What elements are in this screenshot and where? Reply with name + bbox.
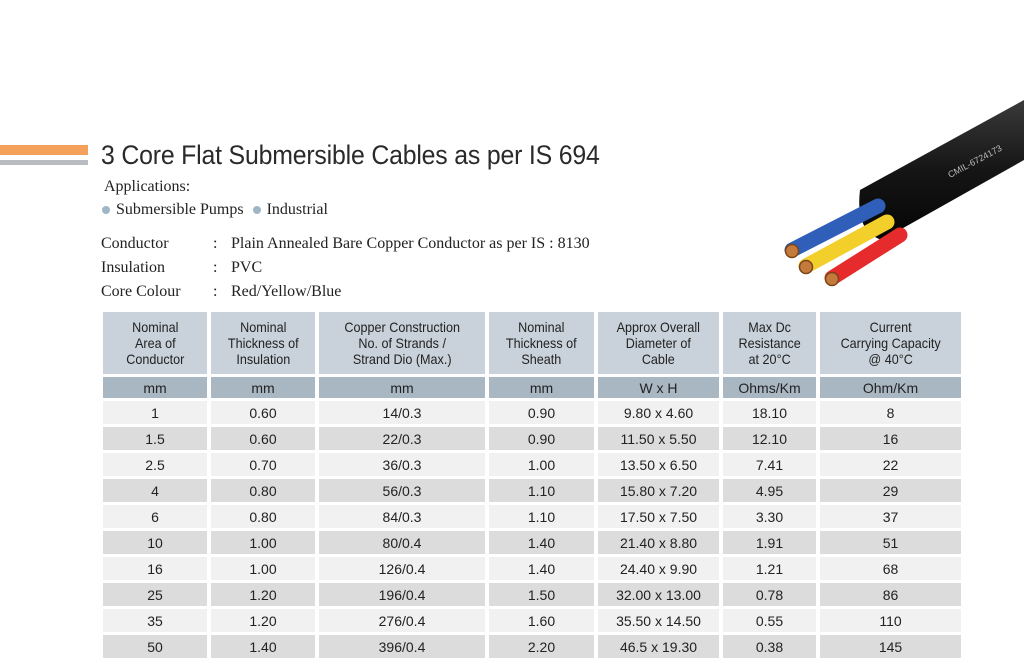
application-item: Industrial <box>266 201 328 218</box>
unit-cell: mm <box>319 377 485 398</box>
cable-svg <box>760 100 1024 310</box>
table-cell: 6 <box>103 505 207 528</box>
table-cell: 276/0.4 <box>319 609 485 632</box>
table-cell: 1.00 <box>489 453 594 476</box>
table-cell: 2.20 <box>489 635 594 658</box>
table-cell: 1.10 <box>489 505 594 528</box>
table-row <box>103 583 961 606</box>
accent-bar-orange <box>0 145 88 155</box>
table-cell: 1.00 <box>211 557 315 580</box>
table-cell: 9.80 x 4.60 <box>598 401 719 424</box>
table-cell: 0.90 <box>489 427 594 450</box>
table-cell: 25 <box>103 583 207 606</box>
table-cell: 56/0.3 <box>319 479 485 502</box>
table-cell: 0.90 <box>489 401 594 424</box>
table-cell: 10 <box>103 531 207 554</box>
table-row <box>103 479 961 502</box>
spec-label: Conductor <box>101 235 169 252</box>
table-cell: 37 <box>820 505 961 528</box>
table-cell: 1.20 <box>211 609 315 632</box>
table-row <box>103 427 961 450</box>
column-header: Current Carrying Capacity @ 40°C <box>820 312 961 374</box>
table-cell: 21.40 x 8.80 <box>598 531 719 554</box>
bullet-icon <box>253 206 261 214</box>
table-cell: 35.50 x 14.50 <box>598 609 719 632</box>
table-row <box>103 453 961 476</box>
table-cell: 396/0.4 <box>319 635 485 658</box>
unit-cell: mm <box>211 377 315 398</box>
table-cell: 36/0.3 <box>319 453 485 476</box>
table-cell: 17.50 x 7.50 <box>598 505 719 528</box>
table-cell: 1 <box>103 401 207 424</box>
table-cell: 1.20 <box>211 583 315 606</box>
table-cell: 0.60 <box>211 427 315 450</box>
table-cell: 24.40 x 9.90 <box>598 557 719 580</box>
table-cell: 68 <box>820 557 961 580</box>
table-cell: 0.38 <box>723 635 816 658</box>
table-cell: 110 <box>820 609 961 632</box>
table-row <box>103 557 961 580</box>
spec-row-core-colour <box>101 283 341 301</box>
table-cell: 18.10 <box>723 401 816 424</box>
table-row <box>103 401 961 424</box>
table-cell: 1.40 <box>489 557 594 580</box>
table-cell: 145 <box>820 635 961 658</box>
table-cell: 32.00 x 13.00 <box>598 583 719 606</box>
table-cell: 8 <box>820 401 961 424</box>
applications-label: Applications: <box>104 178 191 195</box>
table-row <box>103 609 961 632</box>
column-header: Approx Overall Diameter of Cable <box>598 312 719 374</box>
spec-label: Insulation <box>101 259 165 276</box>
spec-row-conductor <box>101 235 590 253</box>
table-cell: 1.91 <box>723 531 816 554</box>
table-cell: 1.60 <box>489 609 594 632</box>
table-cell: 0.70 <box>211 453 315 476</box>
column-header: Copper Construction No. of Strands / Strand Dio (Max.) <box>319 312 485 374</box>
table-cell: 16 <box>820 427 961 450</box>
spec-value: Plain Annealed Bare Copper Conductor as per IS : 8130 <box>231 235 590 252</box>
table-cell: 4.95 <box>723 479 816 502</box>
column-header: Nominal Area of Conductor <box>103 312 207 374</box>
table-cell: 3.30 <box>723 505 816 528</box>
table-cell: 0.60 <box>211 401 315 424</box>
application-item: Submersible Pumps <box>116 201 244 218</box>
column-header: Nominal Thickness of Sheath <box>489 312 594 374</box>
table-cell: 4 <box>103 479 207 502</box>
copper-end <box>826 273 839 286</box>
table-cell: 13.50 x 6.50 <box>598 453 719 476</box>
table-cell: 46.5 x 19.30 <box>598 635 719 658</box>
table-cell: 1.40 <box>211 635 315 658</box>
table-cell: 22/0.3 <box>319 427 485 450</box>
unit-cell: mm <box>103 377 207 398</box>
table-cell: 0.80 <box>211 505 315 528</box>
spec-colon: : <box>213 235 218 252</box>
table-cell: 196/0.4 <box>319 583 485 606</box>
unit-cell: W x H <box>598 377 719 398</box>
table-body <box>103 401 961 658</box>
unit-cell: Ohm/Km <box>820 377 961 398</box>
table-cell: 12.10 <box>723 427 816 450</box>
table-cell: 29 <box>820 479 961 502</box>
bullet-icon <box>102 206 110 214</box>
specification-table <box>99 309 965 661</box>
table-cell: 0.80 <box>211 479 315 502</box>
page-title: 3 Core Flat Submersible Cables as per IS 694 <box>101 140 600 170</box>
table-row <box>103 505 961 528</box>
spec-colon: : <box>213 283 218 300</box>
column-header: Nominal Thickness of Insulation <box>211 312 315 374</box>
table-cell: 7.41 <box>723 453 816 476</box>
header-row <box>103 312 961 374</box>
spec-value: Red/Yellow/Blue <box>231 283 342 300</box>
table-cell: 1.5 <box>103 427 207 450</box>
table-cell: 15.80 x 7.20 <box>598 479 719 502</box>
table-cell: 1.10 <box>489 479 594 502</box>
cable-illustration <box>760 100 1024 310</box>
unit-cell: Ohms/Km <box>723 377 816 398</box>
table-cell: 84/0.3 <box>319 505 485 528</box>
unit-cell: mm <box>489 377 594 398</box>
table-row <box>103 635 961 658</box>
table-cell: 22 <box>820 453 961 476</box>
spec-value: PVC <box>231 259 263 276</box>
table-cell: 86 <box>820 583 961 606</box>
table-cell: 0.55 <box>723 609 816 632</box>
table-cell: 1.21 <box>723 557 816 580</box>
table-cell: 1.40 <box>489 531 594 554</box>
spec-colon: : <box>213 259 218 276</box>
table-cell: 1.50 <box>489 583 594 606</box>
table-cell: 16 <box>103 557 207 580</box>
table-cell: 2.5 <box>103 453 207 476</box>
table-cell: 0.78 <box>723 583 816 606</box>
table-cell: 35 <box>103 609 207 632</box>
table-cell: 126/0.4 <box>319 557 485 580</box>
copper-end <box>800 261 813 274</box>
applications-list <box>102 201 333 219</box>
table-cell: 1.00 <box>211 531 315 554</box>
table-cell: 50 <box>103 635 207 658</box>
table-row <box>103 531 961 554</box>
table-cell: 80/0.4 <box>319 531 485 554</box>
units-row <box>103 377 961 398</box>
copper-end <box>786 245 799 258</box>
cable-print-text: CMIL-6724173 <box>946 142 1004 180</box>
spec-row-insulation <box>101 259 262 277</box>
table-cell: 14/0.3 <box>319 401 485 424</box>
column-header: Max Dc Resistance at 20°C <box>723 312 816 374</box>
table-cell: 51 <box>820 531 961 554</box>
accent-bar-grey <box>0 160 88 165</box>
table-cell: 11.50 x 5.50 <box>598 427 719 450</box>
spec-label: Core Colour <box>101 283 181 300</box>
